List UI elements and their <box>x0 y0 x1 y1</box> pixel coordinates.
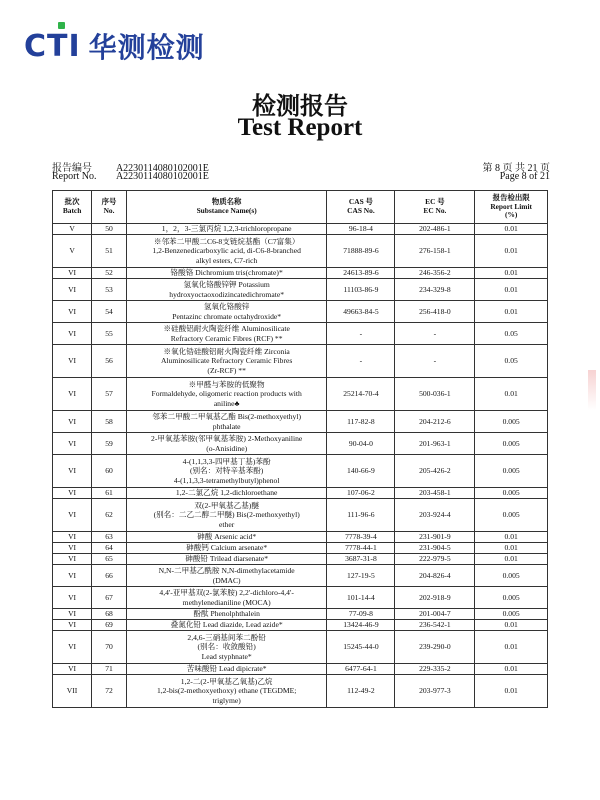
cell-ec: 203-924-4 <box>395 499 475 532</box>
table-header-row <box>53 191 548 224</box>
cell-ec: 500-036-1 <box>395 378 475 411</box>
table-row <box>53 532 548 543</box>
cell-no: 72 <box>92 675 127 708</box>
cell-limit: 0.01 <box>475 664 548 675</box>
cell-ec: 201-963-1 <box>395 433 475 455</box>
cell-cas: 140-66-9 <box>327 455 395 488</box>
cell-substance: 1,2-二(2-甲氧基乙氧基)乙烷 1,2-bis(2-methoxyethoxy) ethane (TEGDME; triglyme) <box>126 675 326 708</box>
report-no-value: A2230114080102001E <box>115 171 209 182</box>
cell-batch: V <box>53 235 92 268</box>
cell-cas: 24613-89-6 <box>327 268 395 279</box>
cell-substance: N,N-二甲基乙酰胺 N,N-dimethylacetamide (DMAC) <box>126 565 326 587</box>
cell-ec: 203-977-3 <box>395 675 475 708</box>
cell-cas: 77-09-8 <box>327 609 395 620</box>
report-number-en <box>52 171 550 182</box>
cell-limit: 0.005 <box>475 433 548 455</box>
cell-substance: 叠氮化铅 Lead diazide, Lead azide* <box>126 620 326 631</box>
header-batch: 批次 Batch <box>53 191 92 224</box>
logo-brand: CTI <box>24 29 81 64</box>
cell-cas: 7778-44-1 <box>327 543 395 554</box>
cell-limit: 0.005 <box>475 488 548 499</box>
cell-no: 69 <box>92 620 127 631</box>
cell-substance: 邻苯二甲酸二甲氧基乙酯 Bis(2-methoxyethyl) phthalate <box>126 411 326 433</box>
table-row <box>53 378 548 411</box>
cell-substance: ※硅酸铝耐火陶瓷纤维 Aluminosilicate Refractory Ceramic Fibres (RCF) ** <box>126 323 326 345</box>
cell-no: 55 <box>92 323 127 345</box>
cell-no: 65 <box>92 554 127 565</box>
header-no: 序号 No. <box>92 191 127 224</box>
table-row <box>53 675 548 708</box>
cell-ec: 202-486-1 <box>395 224 475 235</box>
report-no-value: A2230114080102001E <box>115 163 209 174</box>
table-row <box>53 609 548 620</box>
cell-ec: 229-335-2 <box>395 664 475 675</box>
cell-substance: 苦味酸铅 Lead dipicrate* <box>126 664 326 675</box>
cell-cas: 101-14-4 <box>327 587 395 609</box>
table-row <box>53 631 548 664</box>
cell-no: 62 <box>92 499 127 532</box>
substance-table <box>52 190 548 708</box>
cell-ec: 204-826-4 <box>395 565 475 587</box>
cell-cas: 117-82-8 <box>327 411 395 433</box>
logo-chinese-name: 华测检测 <box>88 31 205 64</box>
cell-no: 63 <box>92 532 127 543</box>
report-no-label-cn: 报告编号 <box>52 163 92 174</box>
cell-no: 67 <box>92 587 127 609</box>
cell-batch: VI <box>53 433 92 455</box>
cell-limit: 0.01 <box>475 554 548 565</box>
cell-no: 61 <box>92 488 127 499</box>
cell-cas: 127-19-5 <box>327 565 395 587</box>
cell-cas: 90-04-0 <box>327 433 395 455</box>
cell-ec: 236-542-1 <box>395 620 475 631</box>
cell-batch: VI <box>53 620 92 631</box>
cell-cas: 112-49-2 <box>327 675 395 708</box>
cell-cas: - <box>327 323 395 345</box>
cell-limit: 0.005 <box>475 609 548 620</box>
cell-no: 50 <box>92 224 127 235</box>
cell-cas: 96-18-4 <box>327 224 395 235</box>
cell-batch: VI <box>53 631 92 664</box>
cell-no: 56 <box>92 345 127 378</box>
cell-ec: 203-458-1 <box>395 488 475 499</box>
cell-substance: 4-(1,1,3,3-四甲基丁基)苯酚 (别名：对特辛基苯酚) 4-(1,1,3,3-tetramethylbutyl)phenol <box>126 455 326 488</box>
cell-limit: 0.01 <box>475 279 548 301</box>
cell-no: 52 <box>92 268 127 279</box>
cell-ec: 239-290-0 <box>395 631 475 664</box>
cell-batch: VII <box>53 675 92 708</box>
cell-ec: 246-356-2 <box>395 268 475 279</box>
cell-limit: 0.005 <box>475 565 548 587</box>
header-substance: 物质名称 Substance Name(s) <box>126 191 326 224</box>
cell-batch: VI <box>53 565 92 587</box>
cell-limit: 0.01 <box>475 532 548 543</box>
cell-cas: 7778-39-4 <box>327 532 395 543</box>
cell-batch: VI <box>53 587 92 609</box>
cell-ec: 234-329-8 <box>395 279 475 301</box>
cell-substance: 砷酸钙 Calcium arsenate* <box>126 543 326 554</box>
cell-ec: - <box>395 345 475 378</box>
page-indicator-cn: 第 8 页 共 21 页 <box>482 163 550 174</box>
report-no-label-en: Report No. <box>52 171 97 182</box>
table-row <box>53 323 548 345</box>
cell-cas: 11103-86-9 <box>327 279 395 301</box>
cell-limit: 0.05 <box>475 323 548 345</box>
table-row <box>53 554 548 565</box>
cell-ec: 222-979-5 <box>395 554 475 565</box>
cell-batch: VI <box>53 532 92 543</box>
logo-dot-icon <box>58 22 65 29</box>
cell-substance: 4,4'-亚甲基双(2-氯苯胺) 2,2'-dichloro-4,4'- methylenedianiline (MOCA) <box>126 587 326 609</box>
cell-ec: 276-158-1 <box>395 235 475 268</box>
table-row <box>53 345 548 378</box>
paper-mark <box>588 370 596 410</box>
cell-ec: 231-904-5 <box>395 543 475 554</box>
header-cas: CAS 号 CAS No. <box>327 191 395 224</box>
cell-cas: 15245-44-0 <box>327 631 395 664</box>
cell-ec: 201-004-7 <box>395 609 475 620</box>
cell-cas: 13424-46-9 <box>327 620 395 631</box>
cell-batch: VI <box>53 301 92 323</box>
cell-ec: 202-918-9 <box>395 587 475 609</box>
table-row <box>53 543 548 554</box>
cell-batch: VI <box>53 411 92 433</box>
cell-substance: 铬酸铬 Dichromium tris(chromate)* <box>126 268 326 279</box>
table-row <box>53 235 548 268</box>
cell-limit: 0.01 <box>475 543 548 554</box>
cell-substance: 氢氧化铬酸锌钾 Potassium hydroxyoctaoxodizincatedichromate* <box>126 279 326 301</box>
report-title-cn: 检测报告 <box>252 92 348 120</box>
table-row <box>53 587 548 609</box>
cell-cas: 111-96-6 <box>327 499 395 532</box>
cell-cas: - <box>327 345 395 378</box>
cell-limit: 0.01 <box>475 631 548 664</box>
header-limit: 报告检出限 Report Limit (%) <box>475 191 548 224</box>
cell-cas: 49663-84-5 <box>327 301 395 323</box>
cell-limit: 0.01 <box>475 620 548 631</box>
cell-batch: VI <box>53 499 92 532</box>
cell-substance: 氢氧化铬酸锌 Pentazinc chromate octahydroxide* <box>126 301 326 323</box>
cell-substance: 砷酸铅 Trilead diarsenate* <box>126 554 326 565</box>
table-row <box>53 411 548 433</box>
header-ec: EC 号 EC No. <box>395 191 475 224</box>
cell-substance: ※甲醛与苯胺的低聚物 Formaldehyde, oligomeric reaction products with aniline♣ <box>126 378 326 411</box>
table-row <box>53 499 548 532</box>
cell-no: 64 <box>92 543 127 554</box>
cell-limit: 0.01 <box>475 268 548 279</box>
cell-substance: 2-甲氧基苯胺(邻甲氧基苯胺) 2-Methoxyaniline (o-Anisidine) <box>126 433 326 455</box>
cell-no: 51 <box>92 235 127 268</box>
cell-no: 66 <box>92 565 127 587</box>
company-logo <box>24 26 205 66</box>
cell-no: 58 <box>92 411 127 433</box>
cell-cas: 6477-64-1 <box>327 664 395 675</box>
cell-batch: V <box>53 224 92 235</box>
cell-no: 57 <box>92 378 127 411</box>
cell-substance: 砷酸 Arsenic acid* <box>126 532 326 543</box>
cell-ec: 204-212-6 <box>395 411 475 433</box>
cell-limit: 0.005 <box>475 411 548 433</box>
table-row <box>53 620 548 631</box>
cell-no: 54 <box>92 301 127 323</box>
cell-no: 71 <box>92 664 127 675</box>
cell-limit: 0.01 <box>475 675 548 708</box>
cell-cas: 107-06-2 <box>327 488 395 499</box>
cell-no: 59 <box>92 433 127 455</box>
cell-no: 70 <box>92 631 127 664</box>
cell-limit: 0.01 <box>475 378 548 411</box>
cell-no: 68 <box>92 609 127 620</box>
table-row <box>53 565 548 587</box>
cell-cas: 25214-70-4 <box>327 378 395 411</box>
cell-substance: 酚酞 Phenolphthalein <box>126 609 326 620</box>
table-row <box>53 664 548 675</box>
cell-substance: ※邻苯二甲酸二C6-8支链烷基酯（C7富集） 1,2-Benzenedicarboxylic acid, di-C6-8-branched alkyl esters, C7-rich <box>126 235 326 268</box>
cell-substance: ※氧化锆硅酸铝耐火陶瓷纤维 Zirconia Aluminosilicate Refractory Ceramic Fibres (Zr-RCF) ** <box>126 345 326 378</box>
table-row <box>53 488 548 499</box>
cell-batch: VI <box>53 345 92 378</box>
cell-substance: 2,4,6-三硝基间苯二酚铅 (别名：收敛酸铅) Lead styphnate* <box>126 631 326 664</box>
cell-batch: VI <box>53 488 92 499</box>
cell-ec: 256-418-0 <box>395 301 475 323</box>
cell-limit: 0.005 <box>475 499 548 532</box>
cell-ec: 231-901-9 <box>395 532 475 543</box>
cell-limit: 0.01 <box>475 235 548 268</box>
cell-substance: 1,2-二氯乙烷 1,2-dichloroethane <box>126 488 326 499</box>
cell-no: 53 <box>92 279 127 301</box>
cell-batch: VI <box>53 455 92 488</box>
cell-limit: 0.005 <box>475 455 548 488</box>
cell-limit: 0.01 <box>475 301 548 323</box>
cell-batch: VI <box>53 378 92 411</box>
cell-cas: 3687-31-8 <box>327 554 395 565</box>
cell-batch: VI <box>53 543 92 554</box>
cell-cas: 71888-89-6 <box>327 235 395 268</box>
table-row <box>53 433 548 455</box>
cell-batch: VI <box>53 323 92 345</box>
cell-batch: VI <box>53 268 92 279</box>
report-title-en: Test Report <box>237 114 363 141</box>
table-row <box>53 455 548 488</box>
table-row <box>53 301 548 323</box>
table-row <box>53 268 548 279</box>
cell-no: 60 <box>92 455 127 488</box>
cell-ec: - <box>395 323 475 345</box>
cell-batch: VI <box>53 609 92 620</box>
cell-batch: VI <box>53 554 92 565</box>
cell-batch: VI <box>53 664 92 675</box>
cell-ec: 205-426-2 <box>395 455 475 488</box>
table-row <box>53 224 548 235</box>
table-row <box>53 279 548 301</box>
cell-substance: 1，2，3-三氯丙烷 1,2,3-trichloropropane <box>126 224 326 235</box>
cell-batch: VI <box>53 279 92 301</box>
page-indicator-en: Page 8 of 21 <box>499 171 550 182</box>
cell-limit: 0.01 <box>475 224 548 235</box>
cell-limit: 0.005 <box>475 587 548 609</box>
cell-limit: 0.05 <box>475 345 548 378</box>
cell-substance: 双(2-甲氧基乙基)醚 (别名：二乙二醇二甲醚) Bis(2-methoxyethyl) ether <box>126 499 326 532</box>
